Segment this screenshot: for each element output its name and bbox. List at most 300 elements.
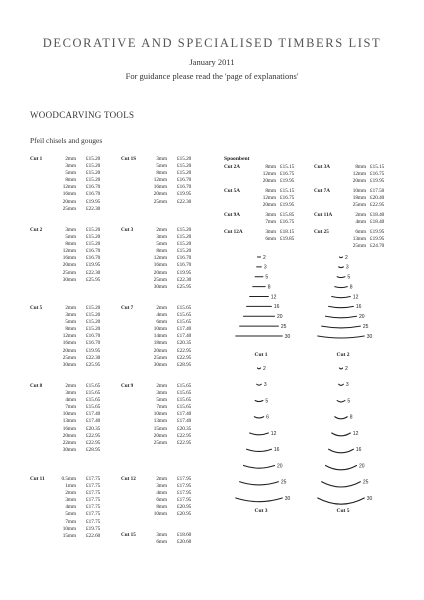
- price-row: [121, 411, 209, 418]
- price-row: [121, 348, 209, 355]
- price-value: £15.20: [177, 248, 192, 255]
- price-value: £20.35: [86, 425, 101, 432]
- size-value: 3mm: [65, 163, 76, 170]
- price-row: [30, 426, 118, 433]
- price-value: £15.20: [86, 234, 101, 241]
- gouge-profile: [257, 368, 260, 369]
- price-row: [121, 248, 209, 255]
- size-value: 25mm: [352, 202, 366, 209]
- cut-table-cut-9a: [224, 212, 308, 226]
- size-value: 18mm: [352, 195, 366, 202]
- diagram-caption: Cut 3: [254, 508, 268, 514]
- price-value: £15.65: [86, 397, 101, 404]
- price-row: [224, 236, 308, 243]
- size-value: 7mm: [265, 219, 276, 226]
- size-value: 8mm: [265, 188, 276, 194]
- price-value: £17.95: [177, 490, 192, 497]
- price-value: £15.20: [86, 177, 101, 184]
- size-value: 20mm: [62, 432, 76, 439]
- price-row: [121, 490, 209, 497]
- price-row: [30, 312, 118, 319]
- cut-table-cut-7: [121, 305, 209, 369]
- price-value: £16.70: [177, 255, 192, 262]
- size-label: 20: [359, 314, 365, 321]
- size-value: 3mm: [156, 483, 167, 490]
- size-value: 20mm: [62, 347, 76, 354]
- price-row: [30, 362, 118, 369]
- gouge-profile: [318, 336, 365, 338]
- price-row: [224, 164, 308, 171]
- size-value: 3mm: [265, 212, 276, 218]
- price-value: £15.65: [86, 390, 101, 397]
- cut-table-cut-9: [121, 383, 209, 447]
- price-row: [121, 234, 209, 241]
- price-row: [121, 284, 209, 291]
- price-row: [30, 206, 118, 213]
- price-row: [30, 262, 118, 269]
- cut-table-cut-5: [30, 305, 118, 369]
- size-value: 30mm: [62, 276, 76, 283]
- price-row: [30, 519, 118, 526]
- price-row: [30, 483, 118, 490]
- size-value: 2mm: [65, 490, 76, 497]
- size-value: 20mm: [262, 202, 276, 209]
- cut-table-cut-3: [121, 227, 209, 291]
- price-value: £15.20: [177, 227, 192, 233]
- price-row: [121, 362, 209, 369]
- cut-label: Cut 15: [121, 532, 136, 538]
- gouge-profile: [247, 449, 272, 451]
- price-row: [30, 241, 118, 248]
- price-value: £16.70: [86, 255, 101, 262]
- size-label: 12: [270, 430, 277, 437]
- size-value: 2mm: [65, 305, 76, 311]
- price-row: [121, 390, 209, 397]
- price-row: [121, 404, 209, 411]
- size-value: 12mm: [62, 248, 76, 255]
- size-label: 20: [277, 314, 283, 321]
- price-row: [121, 511, 209, 518]
- price-row: [121, 539, 209, 546]
- price-value: £19.85: [280, 236, 295, 243]
- gouge-profile: [318, 498, 365, 504]
- price-row: [224, 212, 308, 219]
- price-value: £19.95: [280, 178, 295, 185]
- cut-label: Cut 12A: [224, 229, 243, 235]
- diagram-cut-3: [236, 366, 291, 514]
- price-row: [224, 171, 308, 178]
- price-value: £20.95: [177, 504, 192, 511]
- gouge-profile: [337, 277, 345, 278]
- size-value: 4mm: [65, 504, 76, 511]
- price-value: £15.65: [177, 404, 192, 411]
- price-value: £25.95: [86, 276, 101, 283]
- size-value: 25mm: [62, 354, 76, 361]
- size-value: 8mm: [355, 164, 366, 170]
- size-value: 20mm: [153, 191, 167, 198]
- gouge-profile: [339, 257, 342, 258]
- size-value: 25mm: [153, 198, 167, 205]
- price-value: £22.60: [86, 532, 101, 539]
- price-value: £17.40: [177, 333, 192, 340]
- price-value: £22.95: [86, 439, 101, 446]
- diagram-cut-2: [318, 255, 373, 358]
- price-value: £15.20: [86, 326, 101, 333]
- cut-table-cut-12: [121, 476, 209, 519]
- price-row: [121, 184, 209, 191]
- size-value: 2mm: [156, 227, 167, 233]
- price-value: £17.75: [86, 504, 101, 511]
- gouge-profile: [326, 466, 357, 470]
- cut-label: Cut 12: [121, 476, 136, 482]
- size-value: 16mm: [62, 191, 76, 198]
- price-value: £16.70: [86, 184, 101, 191]
- price-value: £15.20: [86, 170, 101, 177]
- price-row: [30, 526, 118, 533]
- gouge-profile: [339, 368, 342, 369]
- size-value: 3mm: [65, 312, 76, 319]
- cut-label: Cut 3A: [314, 164, 330, 170]
- cut-label: Cut 1S: [121, 156, 137, 162]
- size-value: 6mm: [156, 319, 167, 326]
- size-value: 12mm: [62, 333, 76, 340]
- price-row: [121, 497, 209, 504]
- price-value: £20.35: [177, 340, 192, 347]
- diagram-caption: Cut 1: [254, 352, 268, 358]
- size-value: 2mm: [65, 156, 76, 162]
- size-value: 7mm: [65, 518, 76, 525]
- price-row: [121, 319, 209, 326]
- price-row: [314, 188, 398, 195]
- size-value: 20mm: [262, 178, 276, 185]
- size-value: 4mm: [156, 490, 167, 497]
- price-row: [224, 229, 308, 236]
- price-row: [121, 270, 209, 277]
- price-value: £25.95: [86, 361, 101, 368]
- size-value: 12mm: [262, 171, 276, 178]
- price-value: £15.65: [177, 383, 192, 389]
- size-label: 16: [355, 447, 362, 454]
- cut-label: Cut 8: [30, 383, 43, 389]
- cut-table-cut-2: [30, 227, 118, 284]
- price-row: [30, 184, 118, 191]
- price-value: £22.95: [177, 439, 192, 446]
- cut-label: Cut 5: [30, 305, 43, 311]
- price-row: [121, 426, 209, 433]
- price-row: [314, 243, 398, 250]
- price-row: [314, 171, 398, 178]
- price-value: £16.70: [177, 184, 192, 191]
- price-value: £24.70: [370, 243, 385, 250]
- diagram-cut-1: [236, 255, 291, 358]
- gouge-profile: [332, 297, 351, 298]
- price-value: £15.65: [177, 397, 192, 404]
- size-value: 2mm: [156, 305, 167, 311]
- price-row: [30, 163, 118, 170]
- price-value: £15.85: [280, 212, 295, 218]
- price-value: £28.95: [177, 361, 192, 368]
- size-label: 6: [266, 414, 269, 421]
- size-label: 25: [280, 323, 287, 330]
- size-label: 2: [263, 365, 266, 372]
- price-value: £20.60: [177, 539, 192, 546]
- size-value: 3mm: [65, 227, 76, 233]
- size-value: 5mm: [65, 170, 76, 177]
- price-value: £17.40: [177, 411, 192, 418]
- cut-label: Cut 11A: [314, 212, 333, 218]
- price-row: [30, 440, 118, 447]
- price-row: [224, 219, 308, 226]
- size-label: 30: [284, 333, 291, 340]
- guidance-note: For guidance please read the 'page of explanations': [125, 71, 299, 81]
- size-value: 16mm: [62, 340, 76, 347]
- size-value: 10mm: [352, 188, 366, 194]
- price-value: £19.95: [86, 347, 101, 354]
- price-value: £17.75: [86, 518, 101, 525]
- price-row: [30, 390, 118, 397]
- size-value: 5mm: [156, 163, 167, 170]
- size-label: 30: [366, 495, 373, 502]
- price-value: £15.65: [86, 404, 101, 411]
- size-label: 12: [270, 294, 277, 301]
- price-row: [30, 248, 118, 255]
- size-value: 22mm: [62, 439, 76, 446]
- price-value: £17.40: [177, 418, 192, 425]
- size-label: 3: [345, 382, 349, 389]
- cut-table-cut-8: [30, 383, 118, 454]
- price-row: [30, 305, 118, 312]
- price-row: [30, 333, 118, 340]
- price-row: [121, 532, 209, 539]
- price-value: £17.95: [177, 497, 192, 504]
- size-label: 3: [263, 264, 267, 271]
- size-label: 8: [349, 284, 353, 291]
- price-row: [314, 195, 398, 202]
- cut-table-cut-2a: [224, 164, 308, 185]
- price-row: [121, 433, 209, 440]
- size-value: 5mm: [65, 511, 76, 518]
- size-value: 6mm: [156, 497, 167, 504]
- price-value: £18.40: [370, 219, 385, 226]
- cut-table-cut-3a: [314, 164, 398, 185]
- price-value: £17.75: [86, 511, 101, 518]
- size-value: 30mm: [153, 283, 167, 290]
- price-row: [30, 227, 118, 234]
- price-row: [121, 277, 209, 284]
- price-value: £20.35: [177, 425, 192, 432]
- size-value: 3mm: [65, 390, 76, 397]
- price-value: £22.95: [177, 354, 192, 361]
- price-value: £16.75: [370, 171, 385, 178]
- price-row: [121, 227, 209, 234]
- size-value: 12mm: [153, 177, 167, 184]
- size-value: 3mm: [156, 532, 167, 538]
- cut-label: Cut 9A: [224, 212, 240, 218]
- price-row: [121, 355, 209, 362]
- price-value: £19.95: [177, 269, 192, 276]
- price-value: £16.70: [86, 333, 101, 340]
- gouge-profile: [335, 287, 347, 288]
- price-value: £15.20: [86, 227, 101, 233]
- price-value: £22.95: [86, 432, 101, 439]
- cut-table-cut-7a: [314, 188, 398, 209]
- price-row: [30, 411, 118, 418]
- section-title: WOODCARVING TOOLS: [30, 110, 135, 120]
- size-value: 2mm: [156, 383, 167, 389]
- gouge-profile: [332, 433, 351, 436]
- price-row: [30, 504, 118, 511]
- price-value: £15.15: [370, 164, 385, 170]
- page-title: DECORATIVE AND SPECIALISED TIMBERS LIST: [42, 36, 382, 50]
- price-row: [30, 255, 118, 262]
- size-label: 25: [362, 323, 369, 330]
- size-value: 20mm: [153, 432, 167, 439]
- price-value: £15.20: [177, 170, 192, 177]
- price-value: £15.20: [86, 305, 101, 311]
- price-row: [224, 195, 308, 202]
- gouge-profile: [339, 384, 344, 385]
- price-value: £15.15: [280, 164, 295, 170]
- size-value: 16mm: [153, 262, 167, 269]
- price-value: £19.95: [86, 262, 101, 269]
- diagram-caption: Cut 2: [336, 352, 350, 358]
- price-row: [314, 178, 398, 185]
- size-value: 5mm: [65, 319, 76, 326]
- price-row: [121, 418, 209, 425]
- price-value: £17.75: [86, 476, 101, 482]
- price-value: £19.95: [370, 236, 385, 243]
- price-row: [30, 533, 118, 540]
- size-label: 5: [347, 398, 351, 405]
- price-row: [121, 504, 209, 511]
- price-row: [30, 447, 118, 454]
- price-value: £16.70: [177, 262, 192, 269]
- price-row: [121, 483, 209, 490]
- size-value: 12mm: [62, 184, 76, 191]
- size-value: 8mm: [156, 504, 167, 511]
- price-row: [224, 178, 308, 185]
- diagram-cut-5: [318, 366, 373, 514]
- price-value: £22.30: [86, 205, 101, 212]
- size-value: 30mm: [153, 361, 167, 368]
- size-value: 5mm: [156, 241, 167, 248]
- cut-table-cut-12a: [224, 229, 308, 243]
- price-value: £15.65: [177, 312, 192, 319]
- cut-label: Cut 2: [30, 227, 43, 233]
- size-value: 0.5mm: [61, 476, 76, 482]
- price-value: £22.30: [86, 354, 101, 361]
- price-row: [121, 156, 209, 163]
- price-value: £15.20: [86, 241, 101, 248]
- size-label: 30: [284, 495, 291, 502]
- price-value: £16.70: [86, 191, 101, 198]
- size-label: 3: [263, 382, 267, 389]
- price-row: [30, 418, 118, 425]
- cut-table-cut-1: [30, 156, 118, 213]
- size-value: 16mm: [62, 255, 76, 262]
- price-value: £22.30: [86, 269, 101, 276]
- size-value: 8mm: [65, 326, 76, 333]
- size-value: 7mm: [156, 404, 167, 411]
- price-value: £19.95: [280, 202, 295, 209]
- gouge-profile: [326, 316, 357, 318]
- price-row: [30, 170, 118, 177]
- gouge-profile: [244, 466, 275, 469]
- price-row: [30, 319, 118, 326]
- gouge-profile: [337, 401, 345, 403]
- size-value: 5mm: [156, 397, 167, 404]
- cut-table-cut-25: [314, 229, 398, 250]
- gouge-profile: [257, 384, 262, 385]
- price-value: £15.20: [177, 241, 192, 248]
- gouge-profile: [255, 401, 263, 402]
- price-row: [30, 355, 118, 362]
- price-row: [121, 305, 209, 312]
- spoonbent-title: Spoonbent: [224, 156, 250, 162]
- price-value: £17.40: [86, 411, 101, 418]
- size-value: 2mm: [65, 383, 76, 389]
- price-row: [121, 312, 209, 319]
- size-label: 2: [263, 254, 266, 261]
- size-value: 4mm: [65, 397, 76, 404]
- price-row: [121, 255, 209, 262]
- size-value: 4mm: [355, 219, 366, 226]
- price-row: [30, 326, 118, 333]
- size-label: 8: [349, 414, 353, 421]
- price-value: £19.95: [370, 178, 385, 185]
- price-value: £15.65: [177, 319, 192, 326]
- price-row: [30, 490, 118, 497]
- cut-table-cut-11: [30, 476, 118, 540]
- price-row: [30, 270, 118, 277]
- size-value: 25mm: [62, 269, 76, 276]
- subsection-title: Pfeil chisels and gouges: [30, 136, 103, 145]
- price-value: £19.75: [86, 525, 101, 532]
- size-value: 3mm: [65, 497, 76, 504]
- price-value: £16.70: [86, 248, 101, 255]
- size-label: 8: [267, 284, 271, 291]
- price-row: [121, 177, 209, 184]
- price-row: [314, 164, 398, 171]
- size-label: 20: [277, 463, 283, 470]
- size-value: 8mm: [65, 241, 76, 248]
- price-value: £17.75: [86, 497, 101, 504]
- size-value: 3mm: [265, 229, 276, 235]
- size-label: 30: [366, 333, 373, 340]
- cut-table-cut-15: [121, 532, 209, 546]
- price-row: [30, 497, 118, 504]
- price-row: [121, 326, 209, 333]
- size-label: 20: [359, 463, 365, 470]
- cut-table-cut-1s: [121, 156, 209, 206]
- price-value: £17.40: [177, 326, 192, 333]
- size-value: 10mm: [153, 411, 167, 418]
- price-row: [30, 177, 118, 184]
- price-value: £16.75: [280, 219, 295, 226]
- size-value: 20mm: [352, 178, 366, 185]
- size-value: 10mm: [62, 525, 76, 532]
- price-row: [314, 219, 398, 226]
- price-value: £18.15: [280, 229, 295, 235]
- gouge-profile: [322, 482, 361, 487]
- price-row: [314, 236, 398, 243]
- price-row: [121, 397, 209, 404]
- cut-label: Cut 3: [121, 227, 134, 233]
- cut-label: Cut 1: [30, 156, 43, 162]
- price-value: £20.40: [370, 195, 385, 202]
- price-value: £16.75: [280, 171, 295, 178]
- price-row: [30, 340, 118, 347]
